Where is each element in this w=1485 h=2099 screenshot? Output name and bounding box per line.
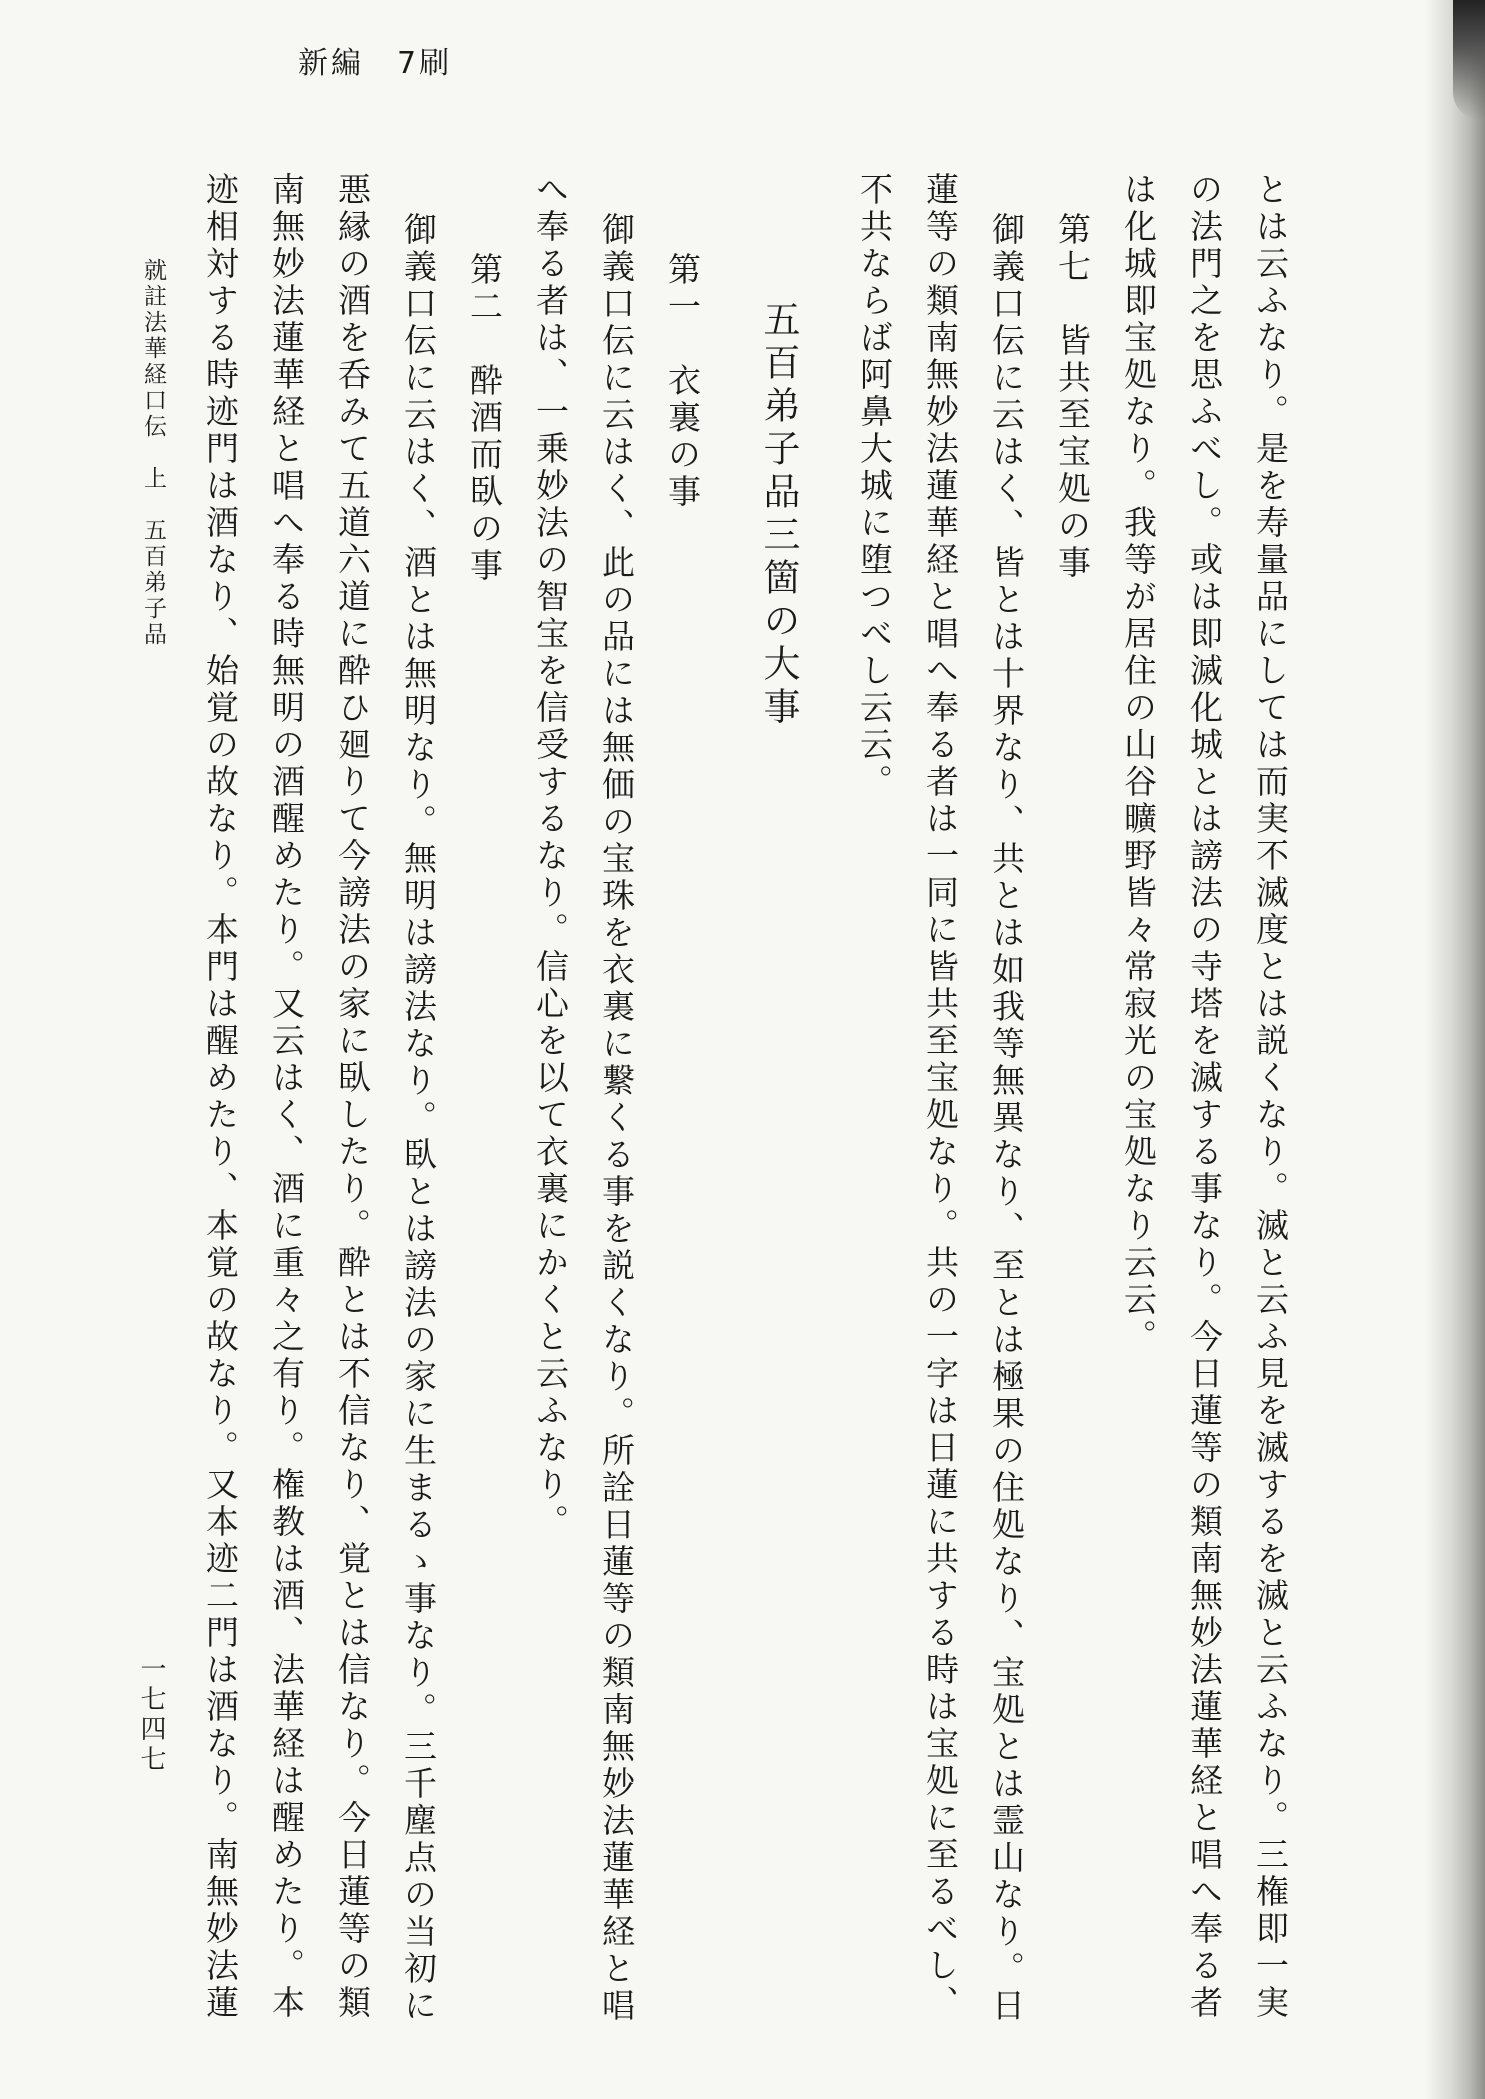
- page-number: 一七四七: [136, 1655, 166, 1775]
- book-spine-corner: [1453, 0, 1485, 120]
- section-heading: 第二 酔酒而臥の事: [465, 252, 504, 585]
- body-column: 悪縁の酒を呑みて五道六道に酔ひ廻りて今謗法の家に臥したり。酔とは不信なり、覚とは信なり。今日蓮等の類: [333, 172, 372, 2022]
- body-column: へ奉る者は、一乗妙法の智宝を信受するなり。信心を以て衣裏にかくと云ふなり。: [531, 172, 570, 1541]
- body-column: 御義口伝に云はく、酒とは無明なり。無明は謗法なり。臥とは謗法の家に生まるゝ事なり。三千塵点の当初に: [399, 212, 438, 2025]
- body-column: とは云ふなり。是を寿量品にしては而実不滅度とは説くなり。滅と云ふ見を滅するを滅と云ふなり。三権即一実: [1251, 172, 1290, 2022]
- body-column: 迹相対する時迹門は酒なり、始覚の故なり。本門は醒めたり、本覚の故なり。又本迹二門は酒なり。南無妙法蓮: [201, 172, 240, 2022]
- chapter-title: 五百弟子品三箇の大事: [757, 300, 800, 730]
- section-heading: 第一 衣裏の事: [663, 252, 702, 511]
- body-column: 蓮等の類南無妙法蓮華経と唱へ奉る者は一同に皆共至宝処なり。共の一字は日蓮に共する時は宝処に至るべし、: [921, 172, 960, 2022]
- body-column: 御義口伝に云はく、皆とは十界なり、共とは如我等無異なり、至とは極果の住処なり、宝処とは霊山なり。日: [987, 212, 1026, 2025]
- edition-label: 新編 7刷: [298, 46, 453, 81]
- body-column: の法門之を思ふべし。或は即滅化城とは謗法の寺塔を滅する事なり。今日蓮等の類南無妙法蓮華経と唱へ奉る者: [1185, 172, 1224, 2022]
- body-column: 御義口伝に云はく、此の品には無価の宝珠を衣裏に繋くる事を説くなり。所詮日蓮等の類南無妙法蓮華経と唱: [597, 212, 636, 2025]
- body-column: は化城即宝処なり。我等が居住の山谷曠野皆々常寂光の宝処なり云云。: [1119, 172, 1158, 1356]
- running-title: 就註法華経口伝 上 五百弟子品: [140, 258, 166, 648]
- book-gutter-shadow: [1425, 0, 1485, 2099]
- body-column: 南無妙法蓮華経と唱へ奉る時無明の酒醒めたり。又云はく、酒に重々之有り。権教は酒、法華経は醒めたり。本: [267, 172, 306, 2022]
- body-column: 不共ならば阿鼻大城に堕つべし云云。: [855, 172, 894, 801]
- section-heading: 第七 皆共至宝処の事: [1053, 212, 1092, 582]
